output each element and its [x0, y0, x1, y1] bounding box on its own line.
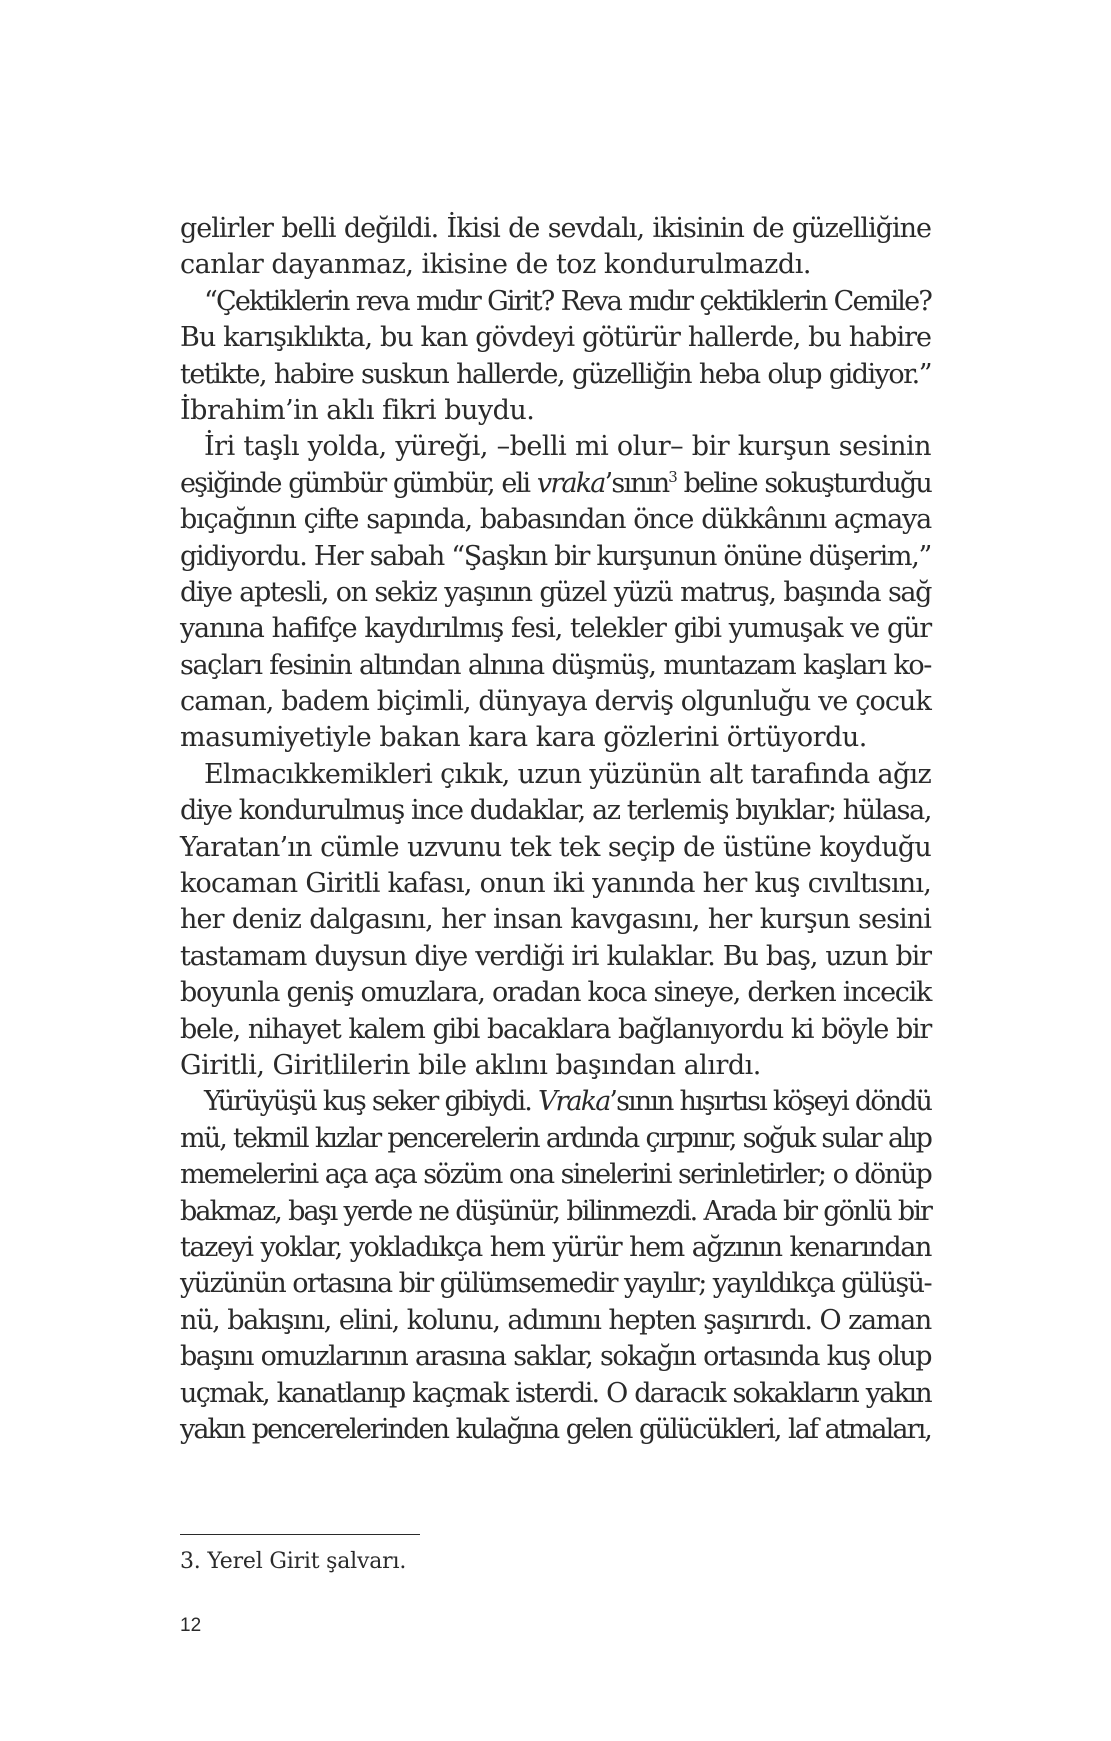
- text-line-content: diye kondurulmuş ince dudaklar, az terlemiş bıyıklar; hülasa,: [180, 795, 931, 827]
- text-line: [180, 939, 931, 975]
- footnote-divider: [180, 1534, 420, 1535]
- text-line: [180, 284, 931, 320]
- text-line: [180, 539, 931, 575]
- text-segment: eşiğinde gümbür gümbür, eli: [180, 467, 537, 499]
- text-line-content: nü, bakışını, elini, kolunu, adımını hepten şaşırırdı. O zaman: [180, 1304, 931, 1336]
- text-line-content: canlar dayanmaz, ikisine de toz kondurulmazdı.: [180, 249, 811, 281]
- text-line: [180, 902, 931, 938]
- text-line: [180, 1412, 931, 1448]
- text-segment: Yürüyüşü kuş seker gibiydi.: [204, 1086, 538, 1118]
- text-line: [180, 1121, 931, 1157]
- text-line-content: uçmak, kanatlanıp kaçmak isterdi. O daracık sokakların yakın: [180, 1377, 931, 1409]
- text-line: [180, 247, 931, 283]
- text-line: [180, 1303, 931, 1339]
- text-line: [180, 830, 931, 866]
- text-line-content: her deniz dalgasını, her insan kavgasını, her kurşun sesini: [180, 904, 931, 936]
- text-line: [180, 1230, 931, 1266]
- text-line: [180, 757, 931, 793]
- text-line: [180, 1157, 931, 1193]
- text-line-content: masumiyetiyle bakan kara kara gözlerini örtüyordu.: [180, 722, 867, 754]
- body-text: [180, 211, 931, 1448]
- text-line-content: gelirler belli değildi. İkisi de sevdalı, ikisinin de güzelliğine: [180, 213, 931, 244]
- text-line-content: yakın pencerelerinden kulağına gelen gülücükleri, laf atmaları,: [180, 1413, 931, 1445]
- text-line-content: tastamam duysun diye verdiği iri kulaklar. Bu baş, uzun bir: [180, 940, 931, 972]
- text-line: [180, 393, 931, 429]
- italic-term: Vraka: [537, 1086, 610, 1118]
- page-number: 12: [180, 1615, 202, 1636]
- text-line-content: başını omuzlarının arasına saklar, sokağın ortasında kuş olup: [180, 1341, 931, 1373]
- text-line-content: yüzünün ortasına bir gülümsemedir yayılır; yayıldıkça gülüşü-: [180, 1268, 931, 1300]
- text-line: [180, 429, 931, 465]
- text-line-content: bele, nihayet kalem gibi bacaklara bağlanıyordu ki böyle bir: [180, 1013, 931, 1045]
- text-line-content: yanına hafifçe kaydırılmış fesi, telekler gibi yumuşak ve gür: [180, 613, 931, 645]
- text-line: [180, 975, 931, 1011]
- text-line-content: mü, tekmil kızlar pencerelerin ardında çırpınır, soğuk sular alıp: [180, 1122, 931, 1154]
- text-line-content: tetikte, habire suskun hallerde, güzelliğin heba olup gidiyor.”: [180, 358, 931, 390]
- text-line: [180, 211, 931, 247]
- text-line-content: Elmacıkkemikleri çıkık, uzun yüzünün alt tarafında ağız: [204, 758, 931, 790]
- text-line: [180, 1084, 931, 1120]
- text-line: [180, 357, 931, 393]
- text-line-content: İbrahim’in aklı fikri buydu.: [180, 394, 535, 426]
- text-line: [180, 1012, 931, 1048]
- text-line: [180, 866, 931, 902]
- italic-term: vraka: [536, 467, 605, 499]
- text-segment: ’sının hışırtısı köşeyi döndü: [609, 1086, 931, 1118]
- text-line: [180, 611, 931, 647]
- text-line: [180, 575, 931, 611]
- text-line: [180, 1194, 931, 1230]
- text-line-content: “Çektiklerin reva mıdır Girit? Reva mıdır çektiklerin Cemile?: [204, 285, 931, 317]
- text-line: [180, 793, 931, 829]
- text-line: [180, 684, 931, 720]
- text-line-content: boyunla geniş omuzlara, oradan koca sineye, derken incecik: [180, 977, 931, 1009]
- text-line-content: gidiyordu. Her sabah “Şaşkın bir kurşunun önüne düşerim,”: [180, 540, 931, 572]
- text-line: [180, 648, 931, 684]
- text-line-content: memelerini aça aça sözüm ona sinelerini serinletirler; o dönüp: [180, 1159, 931, 1191]
- footnote-reference: 3: [668, 467, 677, 486]
- text-line-content: kocaman Giritli kafası, onun iki yanında her kuş cıvıltısını,: [180, 868, 931, 900]
- text-line: [180, 502, 931, 538]
- text-line-content: İri taşlı yolda, yüreği, –belli mi olur– bir kurşun sesinin: [204, 431, 931, 463]
- footnote: 3. Yerel Girit şalvarı.: [180, 1549, 407, 1574]
- text-line: [180, 720, 931, 756]
- text-line-content: bıçağının çifte sapında, babasından önce dükkânını açmaya: [180, 504, 931, 536]
- text-line: [180, 1339, 931, 1375]
- text-segment: beline sokuşturduğu: [676, 467, 931, 499]
- text-line: [180, 1376, 931, 1412]
- text-line: [180, 466, 931, 502]
- text-line-content: Giritli, Giritlilerin bile aklını başından alırdı.: [180, 1049, 761, 1081]
- text-line-content: tazeyi yoklar, yokladıkça hem yürür hem ağzının kenarından: [180, 1231, 931, 1263]
- text-line-content: diye aptesli, on sekiz yaşının güzel yüzü matruş, başında sağ: [180, 576, 931, 608]
- text-line: [180, 1266, 931, 1302]
- text-line-content: caman, badem biçimli, dünyaya derviş olgunluğu ve çocuk: [180, 686, 931, 718]
- text-line-content: Bu karışıklıkta, bu kan gövdeyi götürür hallerde, bu habire: [180, 322, 931, 354]
- text-line-content: Yaratan’ın cümle uzvunu tek tek seçip de üstüne koyduğu: [180, 831, 931, 863]
- text-line-content: bakmaz, başı yerde ne düşünür, bilinmezdi. Arada bir gönlü bir: [180, 1195, 931, 1227]
- text-segment: ’sının: [604, 467, 669, 499]
- text-line-content: saçları fesinin altından alnına düşmüş, muntazam kaşları ko-: [180, 649, 931, 681]
- text-line: [180, 320, 931, 356]
- text-line: [180, 1048, 931, 1084]
